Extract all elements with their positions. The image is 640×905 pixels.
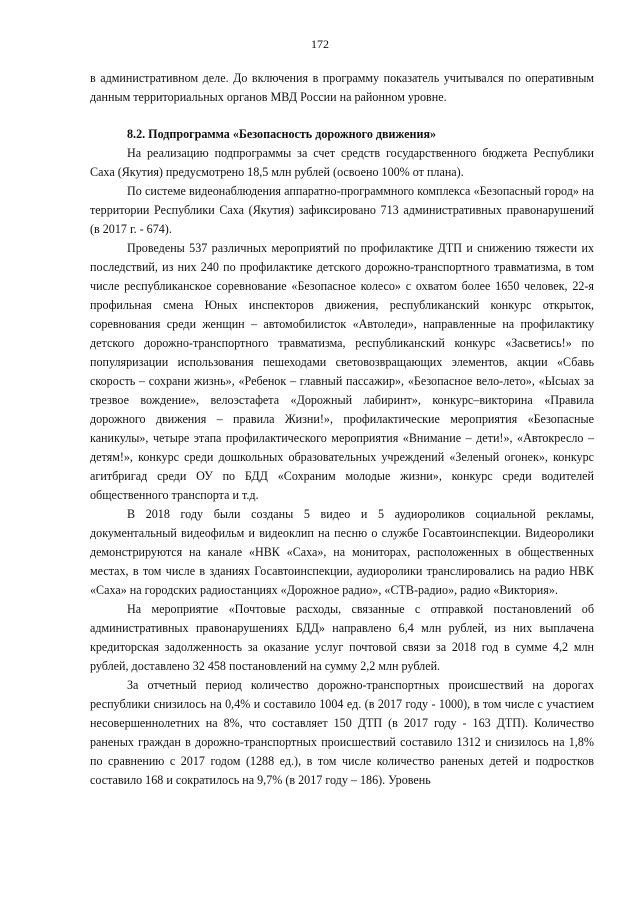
paragraph-continuation: в административном деле. До включения в программу показатель учитывался по оперативным данным территориальных органов МВД России на районном уровне.	[90, 71, 594, 104]
page-number: 172	[311, 37, 329, 51]
paragraph-prevention-events: Проведены 537 различных мероприятий по профилактике ДТП и снижению тяжести их последствий, из них 240 по профилактике детского дорожно-транспортного травматизма, в том числе республиканское соревнование «Безопасное колесо» с охватом более 1650 человек, 22-я профильная смена Юных инспекторов движения, республиканский конкурс открыток, соревнования среди женщин – автомобилисток «Автоледи», направленные на профилактику детского дорожно-транспортного травматизма, республиканский конкурс «Засветись!» по популяризации использования пешеходами световозвращающих элементов, акции «Сбавь скорость – сохрани жизнь», «Ребенок – главный пассажир», «Безопасное вело-лето», «Ысыах за трезвое вождение», велоэстафета «Дорожный лабиринт», конкурс–викторина «Правила дорожного движения – правила Жизни!», профилактические мероприятия «Безопасные каникулы», четыре этапа профилактического мероприятия «Внимание – дети!», «Автокресло – детям!», конкурс среди дошкольных образовательных учреждений «Зеленый огонек», конкурс агитбригад среди ОУ по БДД «Сохраним молодые жизни», конкурс среди водителей общественного транспорта и т.д.	[90, 241, 594, 502]
paragraph-funding: На реализацию подпрограммы за счет средств государственного бюджета Республики Саха (Якутия) предусмотрено 18,5 млн рублей (освоено 100% от плана).	[90, 146, 594, 179]
document-body	[90, 69, 594, 790]
section-heading: 8.2. Подпрограмма «Безопасность дорожного движения»	[127, 127, 437, 141]
paragraph-social-advertising: В 2018 году были созданы 5 видео и 5 аудиороликов социальной рекламы, документальный видеофильм и видеоклип на песню о службе Госавтоинспекции. Видеоролики демонстрируются на канале «НВК «Саха», на мониторах, расположенных в общественных местах, в том числе в зданиях Госавтоинспекции, аудиоролики транслировались на радио НВК «Саха» на городских радиостанциях «Дорожное радио», «СТВ-радио», радио «Виктория».	[90, 507, 594, 597]
paragraph-postal-expenses: На мероприятие «Почтовые расходы, связанные с отправкой постановлений об административных правонарушениях БДД» направлено 6,4 млн рублей, из них выплачена кредиторская задолженность за оказание услуг почтовой связи за 2018 год в сумме 4,2 млн рублей, доставлено 32 458 постановлений на сумму 2,2 млн рублей.	[90, 602, 594, 673]
paragraph-accident-statistics: За отчетный период количество дорожно-транспортных происшествий на дорогах республики снизилось на 0,4% и составило 1004 ед. (в 2017 году - 1000), в том числе с участием несовершеннолетних на 8%, что составляет 150 ДТП (в 2017 году - 163 ДТП). Количество раненых граждан в дорожно-транспортных происшествий составило 1312 и снизилось на 1,8% по сравнению с 2017 годом (1288 ед.), в том числе количество раненых детей и подростков составило 168 и сократилось на 9,7% (в 2017 году – 186). Уровень	[90, 678, 594, 787]
paragraph-video-surveillance: По системе видеонаблюдения аппаратно-программного комплекса «Безопасный город» на территории Республики Саха (Якутия) зафиксировано 713 административных правонарушений (в 2017 г. - 674).	[90, 184, 594, 236]
